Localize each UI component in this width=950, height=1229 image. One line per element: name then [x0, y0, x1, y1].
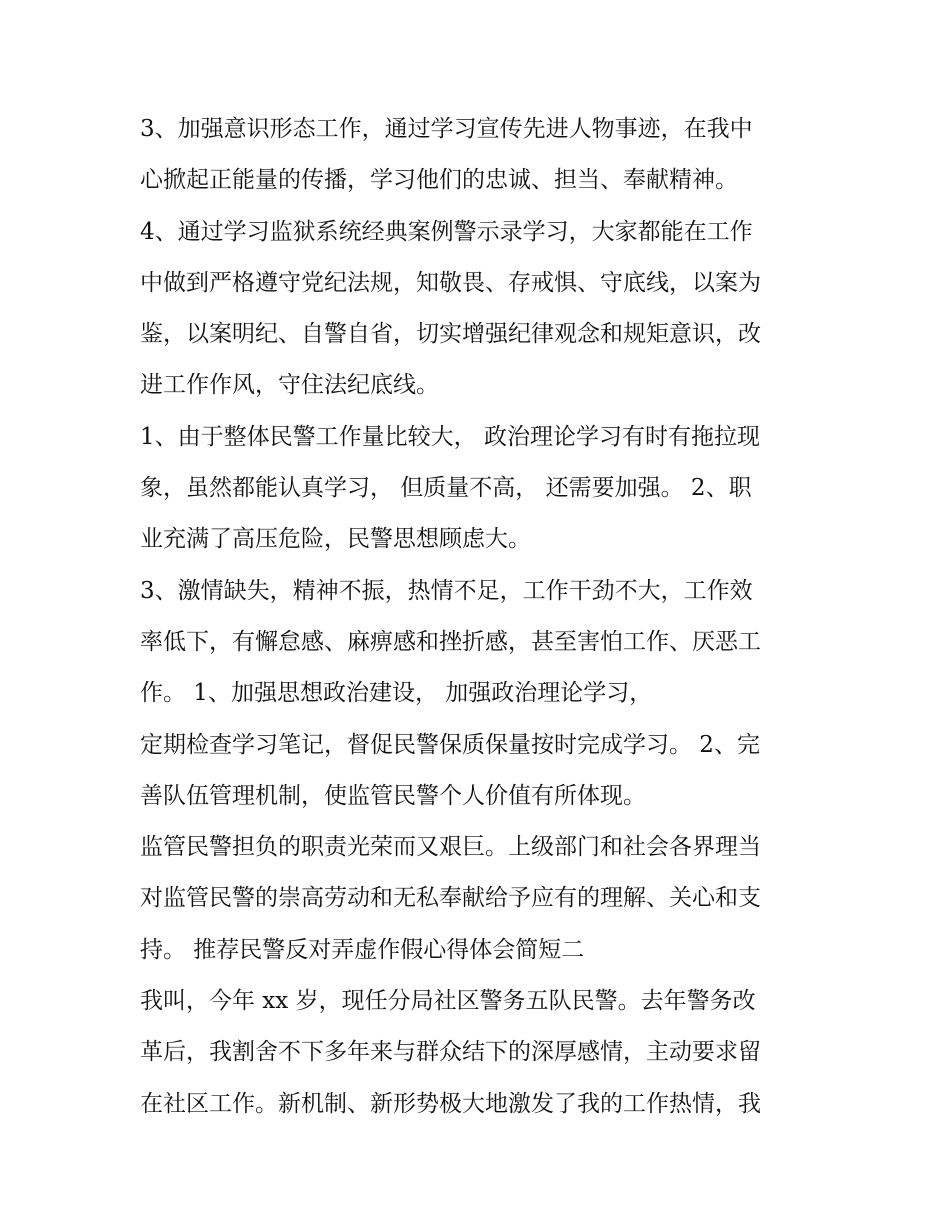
text-line: 鉴，以案明纪、自警自省，切实增强纪律观念和规矩意识，改	[140, 321, 761, 348]
text-line: 3、激情缺失，精神不振，热情不足，工作干劲不大，工作效	[140, 577, 753, 604]
text-line: 作。 1、加强思想政治建设， 加强政治理论学习，	[140, 680, 653, 707]
text-line: 对监管民警的崇高劳动和无私奉献给予应有的理解、关心和支	[140, 885, 761, 912]
text-line: 监管民警担负的职责光荣而又艰巨。上级部门和社会各界理当	[140, 834, 761, 861]
text-line: 4、通过学习监狱系统经典案例警示录学习，大家都能在工作	[140, 218, 753, 245]
text-line: 心掀起正能量的传播，学习他们的忠诚、担当、奉献精神。	[140, 167, 738, 194]
text-line: 率低下，有懈怠感、麻痹感和挫折感，甚至害怕工作、厌恶工	[140, 628, 761, 655]
text-line: 定期检查学习笔记，督促民警保质保量按时完成学习。 2、完	[140, 731, 760, 758]
text-line: 在社区工作。新机制、新形势极大地激发了我的工作热情，我	[140, 1090, 761, 1117]
text-line: 进工作作风，守住法纪底线。	[140, 372, 439, 399]
text-line: 业充满了高压危险，民警思想顾虑大。	[140, 526, 531, 553]
document-body	[140, 104, 830, 1130]
text-line: 革后，我割舍不下多年来与群众结下的深厚感情，主动要求留	[140, 1039, 761, 1066]
text-line: 我叫，今年 xx 岁，现任分局社区警务五队民警。去年警务改	[140, 988, 756, 1015]
text-line: 持。 推荐民警反对弄虚作假心得体会简短二	[140, 936, 585, 963]
text-line: 3、加强意识形态工作，通过学习宣传先进人物事迹，在我中	[140, 116, 753, 142]
text-line: 象，虽然都能认真学习， 但质量不高， 还需要加强。 2、职	[140, 475, 752, 502]
text-line: 善队伍管理机制，使监管民警个人价值有所体现。	[140, 782, 646, 809]
text-line: 中做到严格遵守党纪法规，知敬畏、存戒惧、守底线，以案为	[140, 269, 761, 296]
text-line: 1、由于整体民警工作量比较大， 政治理论学习有时有拖拉现	[140, 423, 760, 450]
